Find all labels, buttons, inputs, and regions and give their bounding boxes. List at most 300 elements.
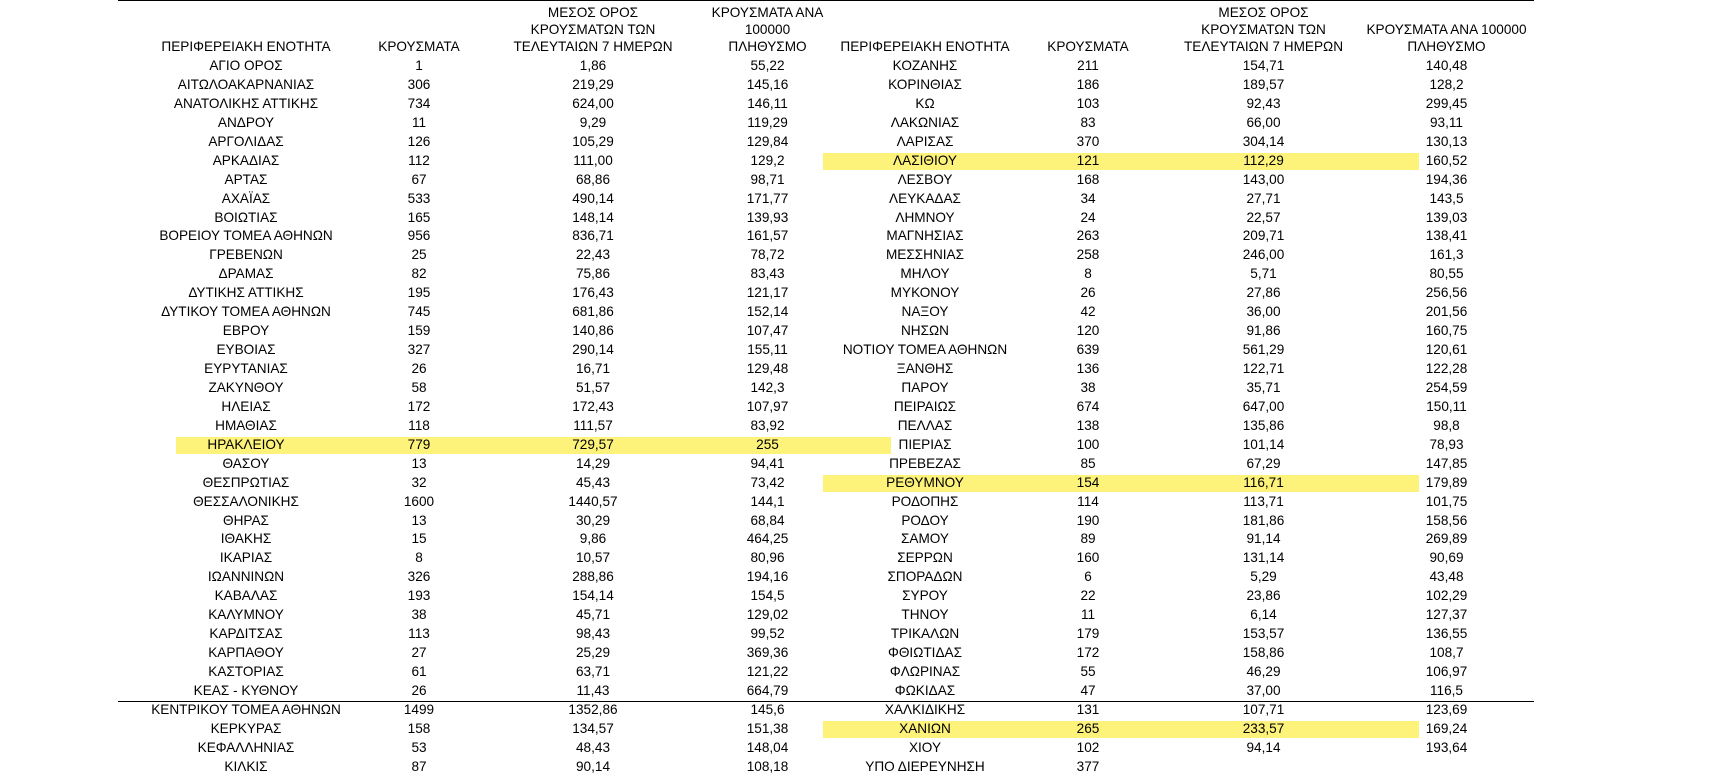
cell-cases: 136 <box>1076 361 1100 376</box>
cell-region: ΤΡΙΚΑΛΩΝ <box>890 626 960 642</box>
cell-per100k: 108,18 <box>746 758 789 774</box>
cell-region: ΚΩ <box>915 95 935 111</box>
cell-region: ΓΡΕΒΕΝΩΝ <box>209 247 283 263</box>
cell-cases: 120 <box>1076 323 1100 339</box>
cell-per100k: 136,55 <box>1425 626 1468 642</box>
cell-per100k: 106,97 <box>1425 664 1468 679</box>
cell-avg7: 681,86 <box>572 304 614 320</box>
cell-per100k: 145,16 <box>746 76 789 92</box>
cell-avg7: 22,57 <box>1246 209 1281 225</box>
cell-per100k: 90,69 <box>1429 550 1464 566</box>
cell-per100k: 107,97 <box>746 398 789 414</box>
cell-per100k: 94,41 <box>750 455 785 471</box>
header-region: ΠΕΡΙΦΕΡΕΙΑΚΗ ΕΝΟΤΗΤΑ <box>840 39 1010 54</box>
cell-region: ΑΝΑΤΟΛΙΚΗΣ ΑΤΤΙΚΗΣ <box>173 95 319 111</box>
cell-cases: 8 <box>415 550 423 566</box>
cell-avg7: 25,29 <box>575 645 611 661</box>
cell-cases: 113 <box>408 626 430 642</box>
header-avg7: ΜΕΣΟΣ ΟΡΟΣ ΚΡΟΥΣΜΑΤΩΝ ΤΩΝ ΤΕΛΕΥΤΑΙΩΝ 7 ΗΜΕΡΩΝ <box>513 5 673 54</box>
cell-cases: 27 <box>411 645 427 661</box>
header-per100k: ΚΡΟΥΣΜΑΤΑ ΑΝΑ 100000 ΠΛΗΘΥΣΜΟ <box>711 5 824 54</box>
cell-cases: 131 <box>1076 701 1100 717</box>
cell-region: ΚΑΡΠΑΘΟΥ <box>208 645 284 661</box>
cell-avg7: 23,86 <box>1246 588 1281 604</box>
cell-per100k: 102,29 <box>1425 588 1468 604</box>
header-cases: ΚΡΟΥΣΜΑΤΑ <box>378 39 460 54</box>
cell-region: ΑΝΔΡΟΥ <box>217 114 275 130</box>
cell-region: ΡΕΘΥΜΝΟΥ <box>886 474 964 490</box>
cell-cases: 377 <box>1076 758 1100 774</box>
cell-region: ΧΑΝΙΩΝ <box>899 720 951 736</box>
cell-cases: 61 <box>411 664 427 679</box>
cell-region: ΠΡΕΒΕΖΑΣ <box>889 455 961 471</box>
cell-per100k: 98,8 <box>1433 417 1460 433</box>
cell-avg7: 153,57 <box>1242 626 1285 642</box>
cell-avg7: 647,00 <box>1242 398 1285 414</box>
cell-per100k: 129,2 <box>750 152 785 168</box>
cell-cases: 533 <box>407 190 431 206</box>
cell-region: ΥΠΟ ΔΙΕΡΕΥΝΗΣΗ <box>865 758 985 774</box>
cell-per100k: 121,17 <box>746 285 789 301</box>
cell-region: ΑΡΤΑΣ <box>224 171 268 187</box>
cell-per100k: 146,11 <box>747 95 788 111</box>
cell-avg7: 91,14 <box>1246 531 1281 547</box>
cell-per100k: 152,14 <box>746 304 789 320</box>
cell-cases: 24 <box>1080 209 1096 225</box>
cell-cases: 265 <box>1076 720 1100 736</box>
cell-cases: 956 <box>407 228 431 244</box>
cell-per100k: 128,2 <box>1429 76 1464 92</box>
cell-cases: 13 <box>411 455 427 471</box>
cell-region: ΛΕΥΚΑΔΑΣ <box>889 190 961 206</box>
cell-region: ΗΡΑΚΛΕΙΟΥ <box>207 436 285 452</box>
cell-region: ΦΛΩΡΙΝΑΣ <box>889 664 961 679</box>
cell-per100k: 101,75 <box>1425 493 1468 509</box>
cell-per100k: 169,24 <box>1425 720 1468 736</box>
cell-region: ΞΑΝΘΗΣ <box>896 361 954 376</box>
cell-cases: 6 <box>1084 569 1092 585</box>
cell-region: ΚΑΡΔΙΤΣΑΣ <box>209 626 283 642</box>
cell-per100k: 151,38 <box>746 720 789 736</box>
cell-per100k: 107,47 <box>746 323 789 339</box>
cell-per100k: 127,37 <box>1425 607 1468 623</box>
cell-region: ΠΑΡΟΥ <box>901 379 949 395</box>
cell-cases: 25 <box>411 247 427 263</box>
cell-cases: 674 <box>1076 398 1100 414</box>
cell-region: ΘΕΣΠΡΩΤΙΑΣ <box>202 474 290 490</box>
covid-cases-table <box>118 0 1534 775</box>
cell-per100k: 129,84 <box>746 133 789 149</box>
cell-cases: 112 <box>408 152 430 168</box>
cell-cases: 326 <box>407 569 431 585</box>
cell-avg7: 148,14 <box>572 209 614 225</box>
cell-avg7: 1352,86 <box>568 701 618 717</box>
cell-per100k: 129,48 <box>746 361 789 376</box>
cell-per100k: 43,48 <box>1429 569 1464 585</box>
cell-region: ΣΠΟΡΑΔΩΝ <box>887 569 963 585</box>
cell-avg7: 94,14 <box>1246 739 1281 755</box>
cell-avg7: 5,71 <box>1250 266 1277 282</box>
cell-cases: 121 <box>1076 152 1100 168</box>
header-per100k: ΚΡΟΥΣΜΑΤΑ ΑΝΑ 100000 ΠΛΗΘΥΣΜΟ <box>1366 22 1527 54</box>
cell-per100k: 155,11 <box>747 342 788 358</box>
cell-region: ΚΙΛΚΙΣ <box>224 758 268 774</box>
cell-per100k: 299,45 <box>1425 95 1468 111</box>
cell-avg7: 135,86 <box>1242 417 1285 433</box>
cell-cases: 138 <box>1076 417 1100 433</box>
cell-region: ΒΟΙΩΤΙΑΣ <box>214 209 278 225</box>
cell-per100k: 369,36 <box>746 645 789 661</box>
cell-avg7: 112,29 <box>1243 152 1284 168</box>
cell-per100k: 108,7 <box>1429 645 1464 661</box>
cell-avg7: 490,14 <box>572 190 614 206</box>
cell-region: ΛΑΡΙΣΑΣ <box>896 133 954 149</box>
cell-cases: 8 <box>1084 266 1092 282</box>
cell-per100k: 130,13 <box>1425 133 1468 149</box>
cell-avg7: 35,71 <box>1246 379 1281 395</box>
cell-per100k: 120,61 <box>1425 342 1468 358</box>
cell-avg7: 288,86 <box>572 569 614 585</box>
cell-avg7: 105,29 <box>572 133 614 149</box>
cell-region: ΑΙΤΩΛΟΑΚΑΡΝΑΝΙΑΣ <box>177 76 315 92</box>
cell-avg7: 561,29 <box>1242 342 1285 358</box>
cell-region: ΛΗΜΝΟΥ <box>895 209 955 225</box>
cell-avg7: 143,00 <box>1242 171 1285 187</box>
cell-per100k: 121,22 <box>746 664 789 679</box>
cell-region: ΚΕΝΤΡΙΚΟΥ ΤΟΜΕΑ ΑΘΗΝΩΝ <box>151 701 341 717</box>
cell-avg7: 233,57 <box>1242 720 1285 736</box>
cell-region: ΑΡΚΑΔΙΑΣ <box>212 152 280 168</box>
cell-per100k: 83,92 <box>750 417 785 433</box>
cell-cases: 306 <box>407 76 431 92</box>
cell-avg7: 836,71 <box>572 228 614 244</box>
cell-per100k: 116,5 <box>1429 682 1463 698</box>
cell-avg7: 304,14 <box>1242 133 1285 149</box>
cell-per100k: 129,02 <box>746 607 789 623</box>
cell-avg7: 9,86 <box>579 531 607 547</box>
cell-avg7: 9,29 <box>579 114 607 130</box>
cell-per100k: 139,03 <box>1425 209 1468 225</box>
cell-per100k: 119,29 <box>747 114 788 130</box>
cell-region: ΜΑΓΝΗΣΙΑΣ <box>886 228 964 244</box>
cell-region: ΚΑΛΥΜΝΟΥ <box>208 607 284 623</box>
cell-cases: 32 <box>411 474 427 490</box>
cell-avg7: 46,29 <box>1246 664 1281 679</box>
cell-per100k: 142,3 <box>750 379 785 395</box>
cell-avg7: 30,29 <box>575 512 611 528</box>
header-region: ΠΕΡΙΦΕΡΕΙΑΚΗ ΕΝΟΤΗΤΑ <box>161 39 331 54</box>
cell-avg7: 98,43 <box>575 626 611 642</box>
cell-region: ΘΑΣΟΥ <box>222 455 270 471</box>
cell-per100k: 93,11 <box>1429 114 1463 130</box>
cell-region: ΧΑΛΚΙΔΙΚΗΣ <box>884 701 966 717</box>
cell-per100k: 148,04 <box>746 739 789 755</box>
cell-cases: 55 <box>1080 664 1096 679</box>
cell-avg7: 92,43 <box>1246 95 1281 111</box>
cell-region: ΒΟΡΕΙΟΥ ΤΟΜΕΑ ΑΘΗΝΩΝ <box>159 228 333 244</box>
cell-per100k: 254,59 <box>1425 379 1468 395</box>
cell-cases: 1499 <box>403 701 435 717</box>
cell-region: ΝΑΞΟΥ <box>901 304 949 320</box>
cell-region: ΚΕΑΣ - ΚΥΘΝΟΥ <box>193 682 299 698</box>
cell-avg7: 6,14 <box>1250 607 1277 623</box>
cell-cases: 1 <box>415 58 423 73</box>
cell-avg7: 116,71 <box>1243 474 1284 490</box>
cell-per100k: 150,11 <box>1426 398 1467 414</box>
cell-cases: 67 <box>411 171 427 187</box>
cell-per100k: 73,42 <box>750 474 785 490</box>
cell-region: ΑΧΑΪΑΣ <box>221 190 271 206</box>
cell-region: ΤΗΝΟΥ <box>901 607 949 623</box>
cell-region: ΛΑΚΩΝΙΑΣ <box>890 114 960 130</box>
cell-cases: 114 <box>1077 493 1099 509</box>
cell-per100k: 122,28 <box>1425 361 1468 376</box>
cell-cases: 172 <box>1076 645 1100 661</box>
cell-per100k: 98,71 <box>750 171 785 187</box>
cell-avg7: 11,43 <box>576 682 610 698</box>
cell-cases: 26 <box>411 361 427 376</box>
cell-cases: 327 <box>407 342 431 358</box>
cell-per100k: 194,16 <box>746 569 789 585</box>
cell-cases: 26 <box>1080 285 1096 301</box>
cell-per100k: 160,75 <box>1425 323 1468 339</box>
cell-region: ΜΥΚΟΝΟΥ <box>890 285 960 301</box>
cell-avg7: 140,86 <box>572 323 614 339</box>
cell-per100k: 256,56 <box>1425 285 1468 301</box>
cell-avg7: 16,71 <box>575 361 611 376</box>
cell-avg7: 45,71 <box>575 607 611 623</box>
cell-region: ΚΑΣΤΟΡΙΑΣ <box>208 664 284 679</box>
cell-per100k: 123,69 <box>1425 701 1468 717</box>
cell-avg7: 48,43 <box>575 739 611 755</box>
cell-region: ΗΜΑΘΙΑΣ <box>215 417 277 433</box>
cell-cases: 263 <box>1076 228 1100 244</box>
cell-per100k: 143,5 <box>1429 190 1464 206</box>
cell-region: ΚΟΖΑΝΗΣ <box>892 58 958 73</box>
cell-avg7: 37,00 <box>1246 682 1281 698</box>
cell-region: ΙΘΑΚΗΣ <box>220 531 272 547</box>
cell-region: ΛΕΣΒΟΥ <box>897 171 953 187</box>
cell-avg7: 10,57 <box>575 550 611 566</box>
cell-per100k: 664,79 <box>746 682 789 698</box>
cell-region: ΚΕΡΚΥΡΑΣ <box>210 720 282 736</box>
cell-avg7: 209,71 <box>1242 228 1285 244</box>
cell-avg7: 111,57 <box>573 417 613 433</box>
cell-region: ΠΕΙΡΑΙΩΣ <box>893 398 957 414</box>
header-cases: ΚΡΟΥΣΜΑΤΑ <box>1047 39 1129 54</box>
cell-avg7: 67,29 <box>1246 455 1281 471</box>
cell-avg7: 27,86 <box>1246 285 1281 301</box>
cell-region: ΕΒΡΟΥ <box>222 323 270 339</box>
cell-per100k: 83,43 <box>750 266 785 282</box>
cell-region: ΚΑΒΑΛΑΣ <box>214 588 278 604</box>
cell-region: ΗΛΕΙΑΣ <box>221 398 271 414</box>
cell-avg7: 5,29 <box>1250 569 1277 585</box>
cell-region: ΘΗΡΑΣ <box>223 512 269 528</box>
cell-region: ΑΓΙΟ ΟΡΟΣ <box>209 58 283 73</box>
cell-avg7: 122,71 <box>1242 361 1285 376</box>
cell-per100k: 171,77 <box>746 190 789 206</box>
cell-cases: 11 <box>411 114 427 130</box>
cell-avg7: 290,14 <box>572 342 614 358</box>
cell-avg7: 134,57 <box>572 720 614 736</box>
cell-cases: 103 <box>1076 95 1100 111</box>
cell-per100k: 139,93 <box>746 209 789 225</box>
cell-avg7: 91,86 <box>1246 323 1281 339</box>
cell-cases: 87 <box>411 758 427 774</box>
cell-cases: 190 <box>1076 512 1100 528</box>
cell-per100k: 140,48 <box>1425 58 1468 73</box>
cell-region: ΦΘΙΩΤΙΔΑΣ <box>888 645 962 661</box>
cell-region: ΣΑΜΟΥ <box>901 531 949 547</box>
cell-per100k: 99,52 <box>750 626 785 642</box>
cell-per100k: 154,5 <box>750 588 785 604</box>
cell-region: ΜΗΛΟΥ <box>900 266 950 282</box>
cell-cases: 160 <box>1076 550 1100 566</box>
cell-cases: 779 <box>407 436 431 452</box>
cell-cases: 15 <box>411 531 427 547</box>
top-rule <box>118 0 1534 1</box>
cell-avg7: 172,43 <box>572 398 614 414</box>
cell-cases: 100 <box>1076 436 1100 452</box>
cell-cases: 83 <box>1080 114 1096 130</box>
cell-avg7: 181,86 <box>1242 512 1285 528</box>
cell-avg7: 154,14 <box>572 588 614 604</box>
cell-cases: 47 <box>1080 682 1096 698</box>
cell-per100k: 161,3 <box>1429 247 1464 263</box>
cell-per100k: 68,84 <box>750 512 785 528</box>
cell-region: ΧΙΟΥ <box>908 739 942 755</box>
cell-per100k: 78,72 <box>750 247 785 263</box>
cell-cases: 193 <box>407 588 431 604</box>
cell-region: ΝΗΣΩΝ <box>900 323 950 339</box>
cell-avg7: 68,86 <box>575 171 611 187</box>
cell-region: ΚΕΦΑΛΛΗΝΙΑΣ <box>197 739 295 755</box>
cell-per100k: 269,89 <box>1425 531 1468 547</box>
cell-cases: 38 <box>1080 379 1096 395</box>
cell-cases: 13 <box>411 512 427 528</box>
cell-avg7: 36,00 <box>1246 304 1281 320</box>
cell-cases: 154 <box>1076 474 1100 490</box>
cell-cases: 370 <box>1076 133 1100 149</box>
cell-avg7: 624,00 <box>572 95 614 111</box>
cell-avg7: 131,14 <box>1242 550 1285 566</box>
cell-cases: 82 <box>411 266 427 282</box>
cell-per100k: 80,96 <box>750 550 785 566</box>
cell-avg7: 158,86 <box>1242 645 1285 661</box>
cell-region: ΝΟΤΙΟΥ ΤΟΜΕΑ ΑΘΗΝΩΝ <box>842 342 1008 358</box>
cell-per100k: 194,36 <box>1425 171 1468 187</box>
cell-cases: 734 <box>407 95 431 111</box>
cell-per100k: 144,1 <box>750 493 785 509</box>
cell-region: ΡΟΔΟΥ <box>901 512 949 528</box>
cell-cases: 38 <box>411 607 427 623</box>
cell-cases: 11 <box>1080 607 1096 623</box>
cell-region: ΣΥΡΟΥ <box>902 588 948 604</box>
cell-region: ΕΥΒΟΙΑΣ <box>216 342 276 358</box>
cell-cases: 195 <box>407 285 431 301</box>
cell-avg7: 22,43 <box>575 247 611 263</box>
cell-avg7: 66,00 <box>1246 114 1281 130</box>
cell-cases: 53 <box>411 739 427 755</box>
cell-region: ΙΩΑΝΝΙΝΩΝ <box>207 569 285 585</box>
cell-cases: 258 <box>1076 247 1100 263</box>
cell-cases: 118 <box>408 417 430 433</box>
cell-cases: 186 <box>1076 76 1100 92</box>
cell-per100k: 179,89 <box>1425 474 1468 490</box>
cell-region: ΖΑΚΥΝΘΟΥ <box>208 379 284 395</box>
cell-avg7: 63,71 <box>575 664 611 679</box>
cell-avg7: 113,71 <box>1243 493 1284 509</box>
cell-per100k: 464,25 <box>746 531 789 547</box>
cell-region: ΘΕΣΣΑΛΟΝΙΚΗΣ <box>193 493 299 509</box>
cell-per100k: 55,22 <box>750 58 785 73</box>
cell-cases: 102 <box>1076 739 1100 755</box>
header-avg7: ΜΕΣΟΣ ΟΡΟΣ ΚΡΟΥΣΜΑΤΩΝ ΤΩΝ ΤΕΛΕΥΤΑΙΩΝ 7 ΗΜΕΡΩΝ <box>1183 5 1344 54</box>
cell-cases: 42 <box>1080 304 1096 320</box>
cell-avg7: 1,86 <box>579 58 607 73</box>
cell-avg7: 246,00 <box>1242 247 1285 263</box>
cell-avg7: 90,14 <box>575 758 611 774</box>
cell-cases: 165 <box>407 209 431 225</box>
cell-region: ΔΡΑΜΑΣ <box>218 266 274 282</box>
cell-region: ΣΕΡΡΩΝ <box>897 550 953 566</box>
cell-cases: 26 <box>411 682 427 698</box>
cell-cases: 639 <box>1076 342 1100 358</box>
cell-per100k: 80,55 <box>1429 266 1464 282</box>
cell-cases: 89 <box>1080 531 1096 547</box>
cell-region: ΕΥΡΥΤΑΝΙΑΣ <box>204 361 288 376</box>
cell-per100k: 255 <box>756 436 779 452</box>
cell-cases: 85 <box>1080 455 1096 471</box>
cell-region: ΚΟΡΙΝΘΙΑΣ <box>888 76 962 92</box>
cell-region: ΡΟΔΟΠΗΣ <box>891 493 959 509</box>
cell-region: ΔΥΤΙΚΗΣ ΑΤΤΙΚΗΣ <box>188 285 304 301</box>
cell-avg7: 189,57 <box>1242 76 1285 92</box>
cell-per100k: 145,6 <box>750 701 785 717</box>
cell-cases: 34 <box>1080 190 1096 206</box>
cell-region: ΔΥΤΙΚΟΥ ΤΟΜΕΑ ΑΘΗΝΩΝ <box>161 304 331 320</box>
cell-cases: 58 <box>411 379 427 395</box>
cell-region: ΙΚΑΡΙΑΣ <box>219 550 273 566</box>
cell-avg7: 176,43 <box>572 285 614 301</box>
cell-avg7: 51,57 <box>575 379 611 395</box>
cell-per100k: 201,56 <box>1425 304 1468 320</box>
cell-cases: 745 <box>407 304 431 320</box>
cell-per100k: 193,64 <box>1425 739 1468 755</box>
cell-region: ΜΕΣΣΗΝΙΑΣ <box>885 247 965 263</box>
cell-region: ΠΕΛΛΑΣ <box>897 417 953 433</box>
cell-cases: 211 <box>1077 58 1099 73</box>
cell-avg7: 27,71 <box>1246 190 1281 206</box>
cell-region: ΛΑΣΙΘΙΟΥ <box>893 152 957 168</box>
cell-avg7: 75,86 <box>575 266 611 282</box>
cell-per100k: 138,41 <box>1425 228 1468 244</box>
cell-region: ΠΙΕΡΙΑΣ <box>898 436 952 452</box>
cell-per100k: 160,52 <box>1425 152 1468 168</box>
cell-cases: 158 <box>407 720 431 736</box>
cell-avg7: 107,71 <box>1242 701 1285 717</box>
cell-per100k: 161,57 <box>746 228 789 244</box>
cell-avg7: 219,29 <box>572 76 614 92</box>
cell-per100k: 147,85 <box>1425 455 1468 471</box>
cell-per100k: 78,93 <box>1429 436 1464 452</box>
cell-region: ΑΡΓΟΛΙΔΑΣ <box>208 133 284 149</box>
cell-avg7: 45,43 <box>575 474 611 490</box>
cell-avg7: 1440,57 <box>568 493 618 509</box>
cell-avg7: 14,29 <box>575 455 611 471</box>
cell-avg7: 101,14 <box>1242 436 1285 452</box>
